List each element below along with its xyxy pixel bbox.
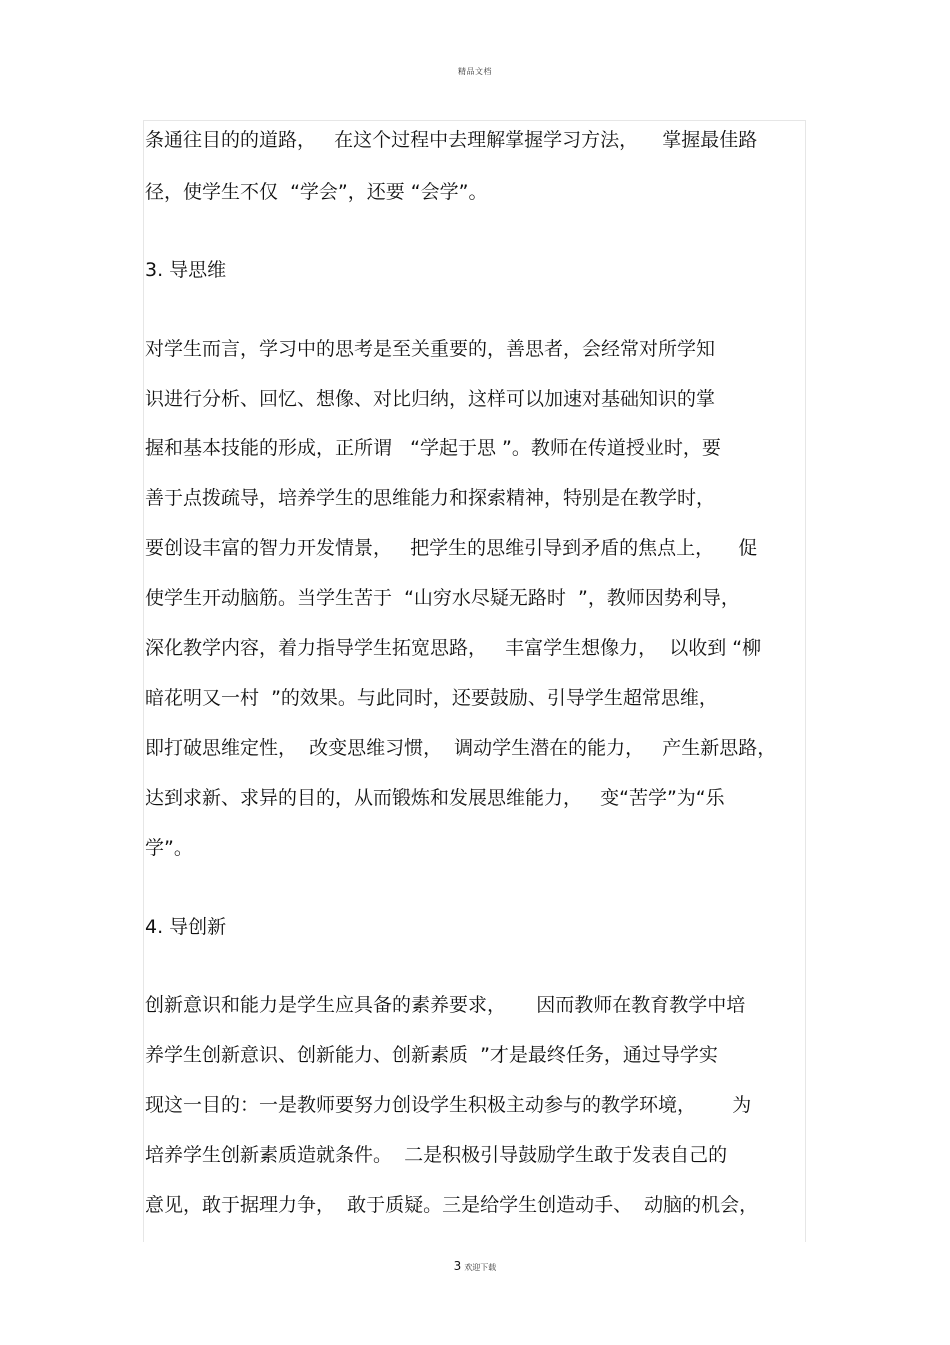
paragraph-3-line-4: 培养学生创新素质造就条件。 二是积极引导鼓励学生敢于发表自己的 (145, 1144, 728, 1166)
paragraph-3-line-1: 创新意识和能力是学生应具备的素养要求， 因而教师在教育教学中培 (145, 994, 746, 1016)
section-heading-3: 3. 导思维 (145, 259, 227, 281)
paragraph-2-line-5: 要创设丰富的智力开发情景， 把学生的思维引导到矛盾的焦点上， 促 (145, 537, 758, 559)
footer-label: 欢迎下载 (464, 1263, 497, 1272)
paragraph-2-line-1: 对学生而言，学习中的思考是至关重要的，善思者，会经常对所学知 (145, 338, 716, 360)
paragraph-3-line-2: 养学生创新意识、创新能力、创新素质 ”才是最终任务，通过导学实 (145, 1044, 718, 1066)
paragraph-3-line-3: 现这一目的：一是教师要努力创设学生积极主动参与的教学环境， 为 (145, 1094, 752, 1116)
content-frame (143, 120, 806, 1242)
paragraph-2-line-8: 暗花明又一村 ”的效果。与此同时，还要鼓励、引导学生超常思维， (145, 687, 718, 709)
paragraph-2-line-10: 达到求新、求异的目的，从而锻炼和发展思维能力， 变“苦学”为“乐 (145, 787, 725, 809)
paragraph-2-line-4: 善于点拨疏导，培养学生的思维能力和探索精神，特别是在教学时， (145, 487, 716, 509)
paragraph-2-line-6: 使学生开动脑筋。当学生苦于 “山穷水尽疑无路时 ”，教师因势利导， (145, 587, 740, 609)
paragraph-1-line-2: 径，使学生不仅 “学会”，还要 “会学”。 (145, 181, 488, 203)
paragraph-2-line-9: 即打破思维定性， 改变思维习惯， 调动学生潜在的能力， 产生新思路， (145, 737, 777, 759)
section-heading-4: 4. 导创新 (145, 916, 227, 938)
page-header: 精品文档 (458, 67, 492, 76)
paragraph-2-line-11: 学”。 (145, 837, 193, 859)
paragraph-1-line-1: 条通往目的的道路， 在这个过程中去理解掌握学习方法， 掌握最佳路 (145, 129, 758, 151)
paragraph-3-line-5: 意见，敢于据理力争， 敢于质疑。三是给学生创造动手、 动脑的机会， (145, 1194, 759, 1216)
paragraph-2-line-2: 识进行分析、回忆、想像、对比归纳，这样可以加速对基础知识的掌 (145, 388, 716, 410)
paragraph-2-line-3: 握和基本技能的形成，正所谓 “学起于思 ”。教师在传道授业时，要 (145, 437, 721, 459)
paragraph-2-line-7: 深化教学内容，着力指导学生拓宽思路， 丰富学生想像力， 以收到 “柳 (145, 637, 762, 659)
page-number: 3 (453, 1259, 462, 1273)
page-footer (0, 1259, 950, 1273)
